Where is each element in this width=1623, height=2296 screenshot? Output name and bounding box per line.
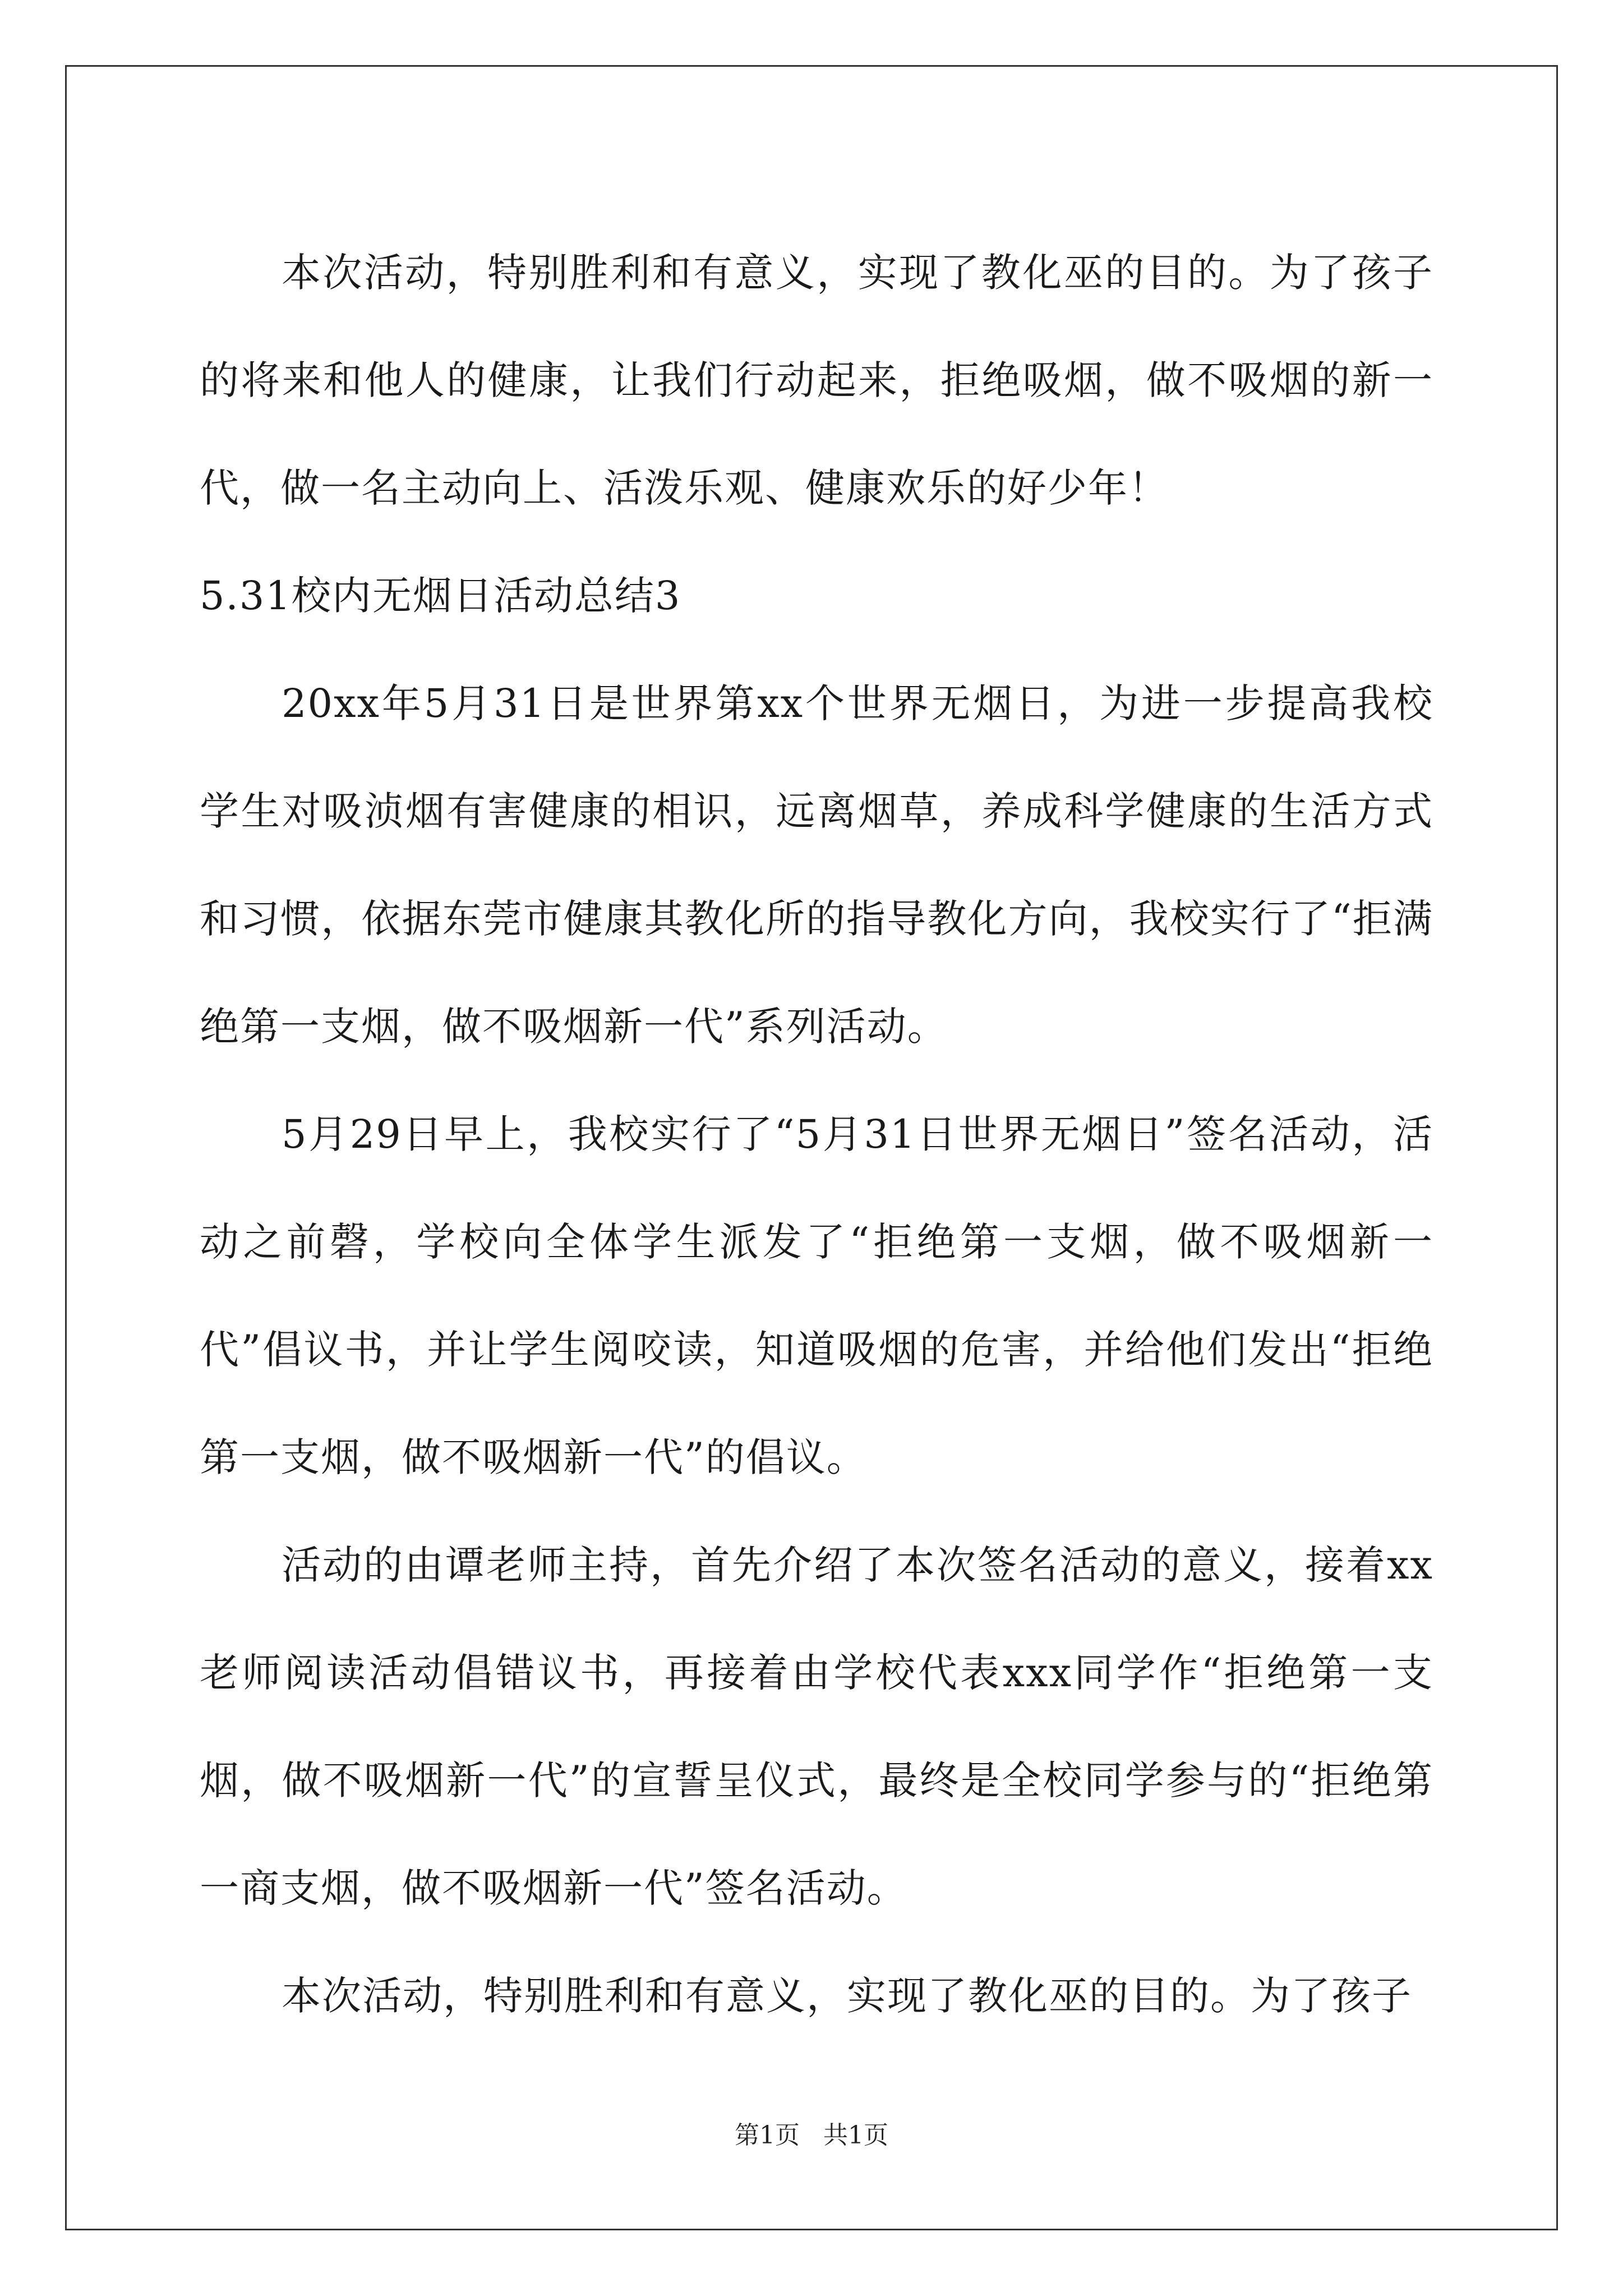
paragraph-4: 本次活动，特别胜利和有意义，实现了教化巫的目的。为了孩子 [282,1973,1412,2019]
page-total: 共1页 [823,2121,888,2150]
section-heading: 5.31校内无烟日活动总结3 [200,573,681,619]
paragraph-intro: 本次活动，特别胜利和有意义，实现了教化巫的目的。为了孩子的将来和他人的健康，让我们行动起来，拒绝吸烟，做不吸烟的新一代，做一名主动向上、活泼乐观、健康欢乐的好少年！ [200,250,1433,511]
document-body [200,219,1433,2050]
page-number: 第1页 [735,2121,800,2150]
paragraph-3: 活动的由谭老师主持，首先介绍了本次签名活动的意义，接着xx老师阅读活动倡错议书，再接着由学校代表xxx同学作“拒绝第一支烟，做不吸烟新一代”的宣誓呈仪式，最终是全校同学参与的“拒绝第一商支烟，做不吸烟新一代”签名活动。 [200,1542,1433,1911]
page-footer [0,2115,1623,2151]
paragraph-1: 20xx年5月31日是世界第xx个世界无烟日，为进一步提高我校学生对吸浈烟有害健康的相识，远离烟草，养成科学健康的生活方式和习惯，依据东莞市健康其教化所的指导教化方向，我校实行了“拒满绝第一支烟，做不吸烟新一代”系列活动。 [200,680,1433,1050]
paragraph-2: 5月29日早上，我校实行了“5月31日世界无烟日”签名活动，活动之前磬，学校向全体学生派发了“拒绝第一支烟，做不吸烟新一代”倡议书，并让学生阅咬读，知道吸烟的危害，并给他们发出“拒绝第一支烟，做不吸烟新一代”的倡议。 [200,1111,1433,1480]
